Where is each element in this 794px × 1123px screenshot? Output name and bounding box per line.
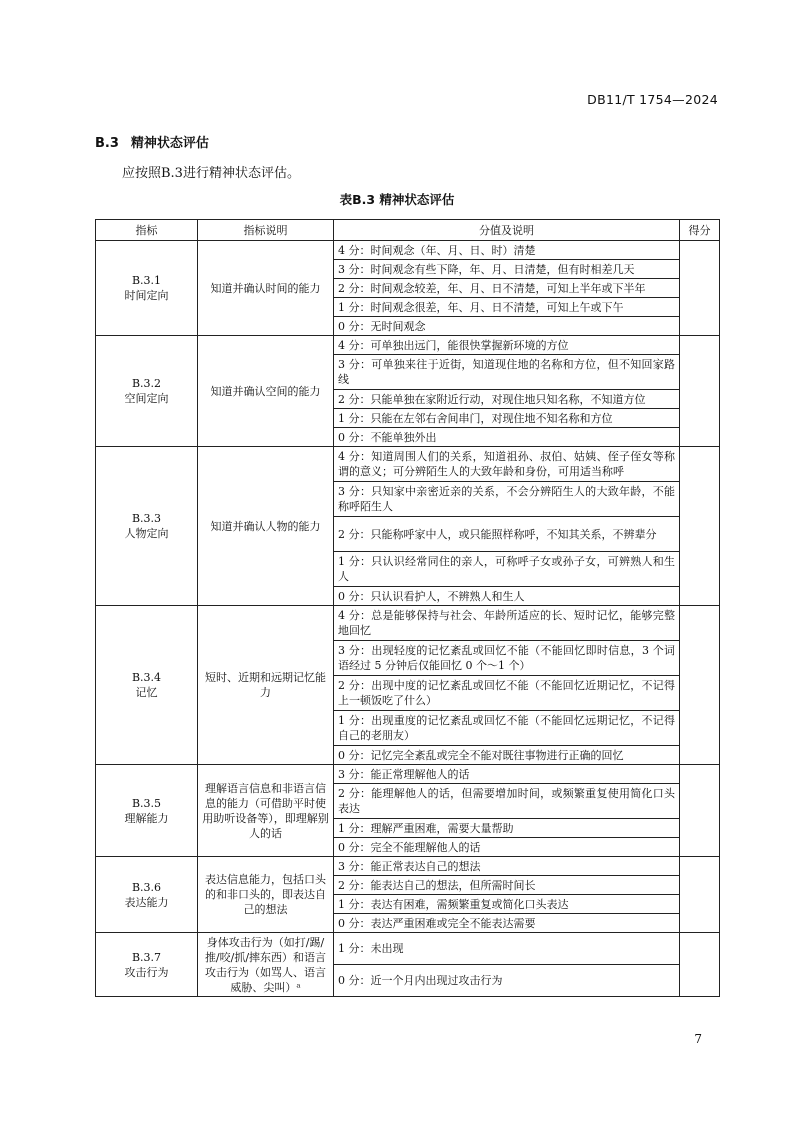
column-header-options: 分值及说明 (334, 220, 680, 241)
table-header-row (96, 220, 720, 241)
intro-paragraph: 应按照B.3进行精神状态评估。 (122, 166, 300, 181)
indicator-cell (96, 606, 198, 765)
score-option: 1 分：表达有困难，需频繁重复或简化口头表达 (334, 895, 680, 914)
score-option: 2 分：能表达自己的想法，但所需时间长 (334, 876, 680, 895)
indicator-name: 攻击行为 (124, 965, 169, 979)
score-option: 1 分：出现重度的记忆紊乱或回忆不能（不能回忆远期记忆，不记得自己的老朋友） (334, 711, 680, 746)
score-option: 3 分：时间观念有些下降，年、月、日清楚，但有时相差几天 (334, 260, 680, 279)
column-header-indicator: 指标 (96, 220, 198, 241)
section-number: B.3 (95, 136, 119, 151)
assessment-table (95, 219, 720, 997)
score-option: 4 分：时间观念（年、月、日、时）清楚 (334, 241, 680, 260)
score-cell[interactable] (680, 765, 720, 857)
score-cell[interactable] (680, 336, 720, 447)
score-option: 4 分：总是能够保持与社会、年龄所适应的长、短时记忆，能够完整地回忆 (334, 606, 680, 641)
indicator-description: 理解语言信息和非语言信息的能力（可借助平时使用助听设备等），即理解别人的话 (198, 765, 334, 857)
indicator-code: B.3.3 (131, 512, 162, 525)
indicator-name: 空间定向 (124, 392, 169, 405)
score-cell[interactable] (680, 857, 720, 933)
score-option: 3 分：能正常表达自己的想法 (334, 857, 680, 876)
indicator-description: 知道并确认时间的能力 (198, 241, 334, 336)
indicator-code: B.3.6 (131, 880, 162, 894)
document-code: DB11/T 1754—2024 (587, 92, 718, 107)
indicator-code: B.3.4 (131, 671, 162, 684)
table-row (96, 336, 720, 355)
indicator-name: 时间定向 (124, 289, 169, 302)
score-option: 1 分：理解严重困难，需要大量帮助 (334, 819, 680, 838)
score-option: 1 分：未出现 (334, 933, 680, 965)
section-title: 精神状态评估 (130, 136, 209, 151)
table-row (96, 933, 720, 965)
table-row (96, 447, 720, 482)
score-option: 3 分：出现轻度的记忆紊乱或回忆不能（不能回忆即时信息，3 个词语经过 5 分钟后仅能回忆 0 个～1 个） (334, 641, 680, 676)
indicator-cell (96, 765, 198, 857)
score-option: 2 分：出现中度的记忆紊乱或回忆不能（不能回忆近期记忆，不记得上一顿饭吃了什么） (334, 676, 680, 711)
indicator-cell (96, 933, 198, 997)
score-option: 4 分：知道周围人们的关系，知道祖孙、叔伯、姑姨、侄子侄女等称谓的意义；可分辨陌生人的大致年龄和身份，可用适当称呼 (334, 447, 680, 482)
table-row (96, 765, 720, 784)
indicator-code: B.3.7 (131, 950, 162, 964)
column-header-description: 指标说明 (198, 220, 334, 241)
table-row (96, 606, 720, 641)
score-option: 3 分：能正常理解他人的话 (334, 765, 680, 784)
indicator-cell (96, 447, 198, 606)
score-option: 0 分：近一个月内出现过攻击行为 (334, 965, 680, 997)
column-header-score: 得分 (680, 220, 720, 241)
table-row (96, 857, 720, 876)
indicator-code: B.3.5 (131, 796, 162, 810)
score-option: 1 分：只认识经常同住的亲人，可称呼子女或孙子女，可辨熟人和生人 (334, 552, 680, 587)
indicator-cell (96, 336, 198, 447)
score-option: 0 分：无时间观念 (334, 317, 680, 336)
score-option: 4 分：可单独出远门，能很快掌握新环境的方位 (334, 336, 680, 355)
indicator-description: 表达信息能力，包括口头的和非口头的，即表达自己的想法 (198, 857, 334, 933)
indicator-cell (96, 241, 198, 336)
section-heading (95, 132, 209, 151)
score-cell[interactable] (680, 447, 720, 606)
indicator-description: 知道并确认人物的能力 (198, 447, 334, 606)
score-option: 2 分：只能称呼家中人，或只能照样称呼，不知其关系，不辨辈分 (334, 517, 680, 552)
indicator-name: 理解能力 (124, 811, 169, 825)
score-option: 3 分：只知家中亲密近亲的关系，不会分辨陌生人的大致年龄，不能称呼陌生人 (334, 482, 680, 517)
score-cell[interactable] (680, 933, 720, 997)
score-option: 2 分：能理解他人的话，但需要增加时间，或频繁重复使用简化口头表达 (334, 784, 680, 819)
score-option: 0 分：不能单独外出 (334, 428, 680, 447)
indicator-name: 表达能力 (124, 895, 169, 909)
table-caption: 表B.3 精神状态评估 (339, 192, 455, 207)
indicator-description: 短时、近期和远期记忆能力 (198, 606, 334, 765)
score-cell[interactable] (680, 241, 720, 336)
score-option: 2 分：时间观念较差，年、月、日不清楚，可知上半年或下半年 (334, 279, 680, 298)
indicator-description: 身体攻击行为（如打/踢/推/咬/抓/摔东西）和语言攻击行为（如骂人、语言威胁、尖叫）ᵃ (198, 933, 334, 997)
indicator-cell (96, 857, 198, 933)
indicator-name: 人物定向 (124, 527, 169, 540)
indicator-code: B.3.2 (131, 377, 162, 390)
indicator-name: 记忆 (135, 686, 158, 699)
score-option: 0 分：表达严重困难或完全不能表达需要 (334, 914, 680, 933)
score-option: 2 分：只能单独在家附近行动，对现住地只知名称，不知道方位 (334, 390, 680, 409)
page-number: 7 (694, 1032, 702, 1046)
score-cell[interactable] (680, 606, 720, 765)
score-option: 0 分：完全不能理解他人的话 (334, 838, 680, 857)
score-option: 1 分：只能在左邻右舍间串门，对现住地不知名称和方位 (334, 409, 680, 428)
score-option: 1 分：时间观念很差，年、月、日不清楚，可知上午或下午 (334, 298, 680, 317)
score-option: 0 分：记忆完全紊乱或完全不能对既往事物进行正确的回忆 (334, 746, 680, 765)
indicator-description: 知道并确认空间的能力 (198, 336, 334, 447)
table-row (96, 241, 720, 260)
score-option: 3 分：可单独来往于近街，知道现住地的名称和方位，但不知回家路线 (334, 355, 680, 390)
indicator-code: B.3.1 (131, 274, 162, 287)
score-option: 0 分：只认识看护人，不辨熟人和生人 (334, 587, 680, 606)
